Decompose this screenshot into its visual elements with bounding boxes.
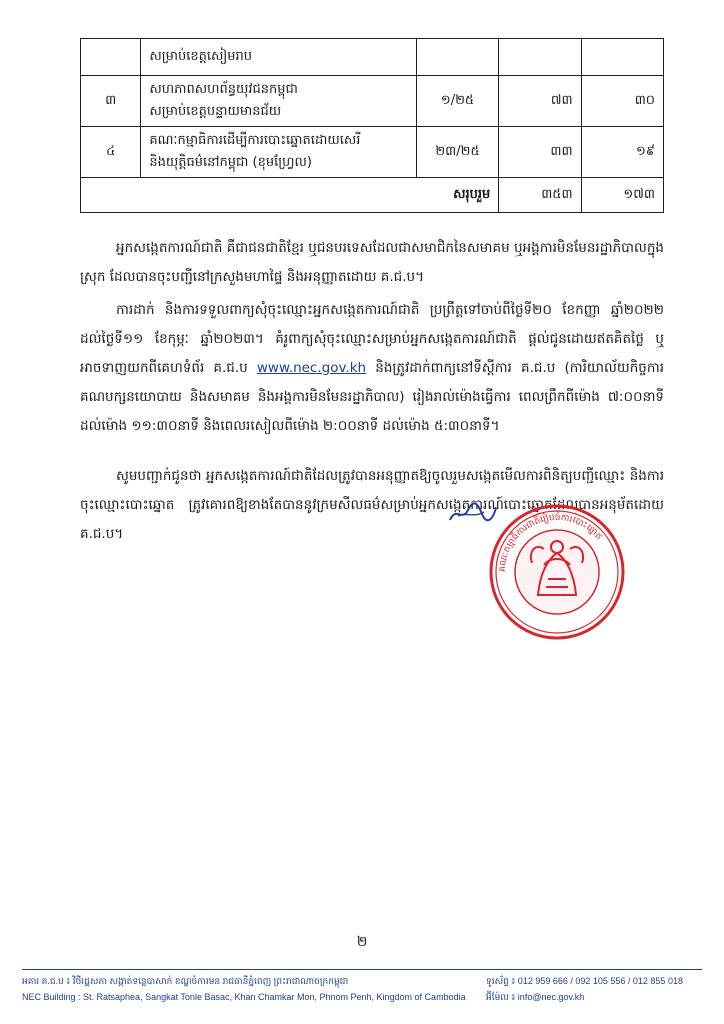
table-row	[81, 76, 664, 127]
registration-code: ១/២៥	[416, 76, 499, 127]
organization-name: សម្រាប់ខេត្តសៀមរាប	[141, 39, 416, 76]
organization-name: សហភាពសហព័ន្ធយុវជនកម្ពុជា សម្រាប់ខេត្តបន្ទាយមានជ័យ	[141, 76, 416, 127]
value-count: ៣៣	[499, 127, 581, 178]
footer-address	[22, 973, 472, 1005]
value-female	[581, 39, 663, 76]
footer-contact	[486, 973, 706, 1005]
value-female: ៣០	[581, 76, 663, 127]
row-number: ៣	[81, 76, 141, 127]
website-link[interactable]: www.nec.gov.kh	[256, 360, 367, 376]
paragraph-definition: អ្នកសង្កេតការណ៍ជាតិ គឺជាជនជាតិខ្មែរ ឬជនបរទេសដែលជាសមាជិកនៃសមាគម ឬអង្គការមិនមែនរដ្ឋាភិបាលក្នុងស្រុក ដែលបានចុះបញ្ជីនៅក្រសួងមហាផ្ទៃ និងអនុញ្ញាតដោយ គ.ជ.ប។	[80, 240, 664, 285]
total-label: សរុបរួម	[81, 178, 499, 213]
total-female: ១៧៣	[581, 178, 663, 213]
row-number: ៤	[81, 127, 141, 178]
total-count: ៣៥៣	[499, 178, 581, 213]
footer-phone: ទូរស័ព្ទ ៖ 012 959 666 / 092 105 556 / 012 855 018	[486, 976, 683, 986]
paragraph-registration: ការដាក់ និងការទទួលពាក្យសុំចុះឈ្មោះអ្នកសង្កេតការណ៍ជាតិ ប្រព្រឹត្តទៅចាប់ពីថ្ងៃទី២០ ខែកញ្ញា ឆ្នាំ២០២២ ដល់ថ្ងៃទី១១ ខែកុម្ភៈ ឆ្នាំ២០២៣។ គំរូពាក្យសុំចុះឈ្មោះសម្រាប់អ្នកសង្កេតការណ៍ជាតិ ផ្តល់ជូនដោយឥតគិតថ្លៃ ឬអាចទាញយកពីគេហទំព័រ គ.ជ.ប www.nec.gov.kh និងត្រូវដាក់ពាក្យនៅទីស្តីការ គ.ជ.ប (ការិយាល័យកិច្ចការគណបក្សនយោបាយ និងសមាគម និងអង្គការមិនមែនរដ្ឋាភិបាល) រៀងរាល់ម៉ោងធ្វើការ ពេលព្រឹកពីម៉ោង ៧:០០នាទី ដល់ម៉ោង ១១:៣០នាទី និងពេលរសៀលពីម៉ោង ២:០០នាទី ដល់ម៉ោង ៥:៣០នាទី។	[80, 302, 664, 434]
registration-code: ២៣/២៥	[416, 127, 499, 178]
official-seal-icon	[488, 503, 626, 641]
table-row	[81, 127, 664, 178]
registration-code	[416, 39, 499, 76]
page-number: ២	[356, 934, 368, 950]
value-female: ១៩	[581, 127, 663, 178]
seal-text: គណៈកម្មាធិការជាតិរៀបចំការបោះឆ្នោត	[497, 512, 604, 573]
footer-address-kh: អគារ គ.ជ.ប ៖ វិថីរដ្ឋសភា សង្កាត់ទន្លេបាសាក់ ខណ្ឌចំការមន រាជធានីភ្នំពេញ ព្រះរាជាណាចក្រកម្ពុជា	[22, 976, 349, 986]
organization-name: គណៈកម្មាធិការដើម្បីការបោះឆ្នោតដោយសេរី និងយុត្តិធម៌នៅកម្ពុជា (ខុមហ្វ្រែល)	[141, 127, 416, 178]
value-count	[499, 39, 581, 76]
paragraph-code-of-conduct: សូមបញ្ជាក់ជូនថា អ្នកសង្កេតការណ៍ជាតិដែលត្រូវបានអនុញ្ញាតឱ្យចូលរួមសង្កេតមើលការពិនិត្យបញ្ជីឈ្មោះ និងការចុះឈ្មោះបោះឆ្នោត ត្រូវគោរពឱ្យខាងតែបាននូវក្រមសីលធម៌សម្រាប់អ្នកសង្កេតការណ៍បោះឆ្នោតដែលបានអនុម័តដោយ គ.ជ.ប។	[80, 468, 664, 542]
observer-table	[80, 38, 664, 213]
row-number	[81, 39, 141, 76]
footer-divider	[22, 969, 702, 970]
table-total-row	[81, 178, 664, 213]
value-count: ៧៣	[499, 76, 581, 127]
footer-address-en: NEC Building : St. Ratsaphea, Sangkat Tonle Basac, Khan Chamkar Mon, Phnom Penh, Kingdom of Cambodia	[22, 992, 466, 1002]
table-row	[81, 39, 664, 76]
footer-email[interactable]: អ៊ីម៉ែល ៖ info@nec.gov.kh	[486, 992, 585, 1002]
